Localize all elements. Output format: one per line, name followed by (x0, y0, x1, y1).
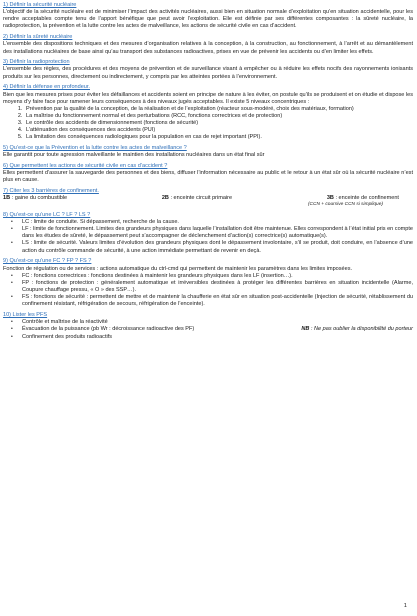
list-item: 2. La maîtrise du fonctionnement normal et des perturbations (RCC, fonctions correctrices et de protection) (24, 113, 413, 120)
list-item-text: LC : limite de conduite. Si dépassement, recherche de la cause. (22, 219, 179, 226)
list-item-text: Contrôle et maîtrise de la réactivité (22, 319, 108, 326)
pfs-row-with-note (22, 326, 413, 333)
nb-label: NB (301, 326, 310, 333)
list-fonctions (3, 273, 413, 309)
list-item-text: LS : limite de sécurité. Valeurs limites d’évolution des grandeurs physiques dont le dépassement involontaire, s’il se produit, doit conduire, en l’absence d’une action du contrôle commande de sécurité, à une action immédiate permettant de revenir en deçà. (22, 240, 413, 254)
barriere-1-text: : gaine du combustible (10, 195, 68, 202)
list-niveaux-defense (3, 106, 413, 142)
paragraph-defense-profondeur: Bien que les mesures prises pour éviter les défaillances et accidents soient en principe de nature à les éviter, on postule qu’ils se produisent et on étudie et dispose les moyens d’y faire face pour ramener leurs conséquences à des niveaux jugés acceptables. Il existe 5 niveaux concentriques : (3, 91, 413, 105)
barriere-3-note: (CCN + coursive CCN si simplique) (307, 202, 383, 208)
list-item: 5. La limitation des conséquences radiologiques pour la population en cas de rejet important (PPI). (24, 134, 413, 141)
heading-securite-civile: 6) Que permettent les actions de sécurité civile en cas d’accident ? (3, 163, 168, 170)
list-item (11, 226, 413, 240)
list-item (11, 326, 413, 333)
list-item-text: Confinement des produits radioactifs (22, 333, 113, 340)
paragraph-radioprotection: L’ensemble des règles, des procédures et des moyens de prévention et de surveillance visant à empêcher ou à réduire les effets nocifs des rayonnements ionisants produits sur les personnes, directement ou indirectement, y compris par les atteintes portées à l’environnement. (3, 66, 413, 80)
heading-defense-profondeur: 4) Définir la défense en profondeur. (3, 84, 90, 91)
heading-securite-nucleaire: 1) Définir la sécurité nucléaire (3, 2, 77, 8)
list-item (11, 240, 413, 254)
heading-limites: 8) Qu’est-ce qu’une LC ? LF ? LS ? (3, 211, 91, 218)
bullet-icon: • (11, 279, 13, 286)
page-number: 1 (403, 603, 407, 609)
list-pfs (3, 319, 413, 340)
nb-note (301, 326, 413, 333)
barriere-2-label: 2B (161, 195, 169, 202)
heading-radioprotection: 3) Définir la radioprotection (3, 59, 70, 66)
list-item-text: FP : fonctions de protection : généralement automatique et irréversibles destinées à protéger les différentes barrières en situation incidentelle (Alarme, Coupure chauffage pressu, « O » des SSP…). (22, 279, 413, 294)
heading-surete-nucleaire: 2) Définir la sûreté nucléaire (3, 34, 73, 41)
list-item: 4. L’atténuation des conséquences des accidents (PUI) (24, 127, 413, 134)
list-item: 1. Prévention par la qualité de la conception, de la réalisation et de l’exploitation (réacteur sous-modéré, choix des matériaux, formation) (24, 106, 413, 113)
nb-text: : Ne pas oublier la disponibilité du porteur (309, 326, 413, 333)
list-limites (3, 219, 413, 255)
list-item (11, 272, 413, 280)
bullet-icon: • (11, 240, 13, 247)
paragraph-securite-civile: Elles permettent d’assurer la sauvegarde des personnes et des biens, diffuser l’information nécessaire au public et le retour à un état sûr où la sécurité nucléaire n’est plus en cause. (3, 170, 413, 184)
heading-fonctions: 9) Qu’est-ce qu’une FC ? FP ? FS ? (3, 258, 92, 265)
bullet-icon: • (11, 294, 13, 301)
bullet-icon: • (11, 226, 13, 233)
list-item-text: FS : fonctions de sécurité : permettent de mettre et de maintenir la chaufferie en état sûr en situation post-accidentelle (Injection de sécurité, rétablissement du confinement résistant, réfrigération de secours, réfrigération de l’enceinte). (22, 294, 413, 308)
paragraph-surete-nucleaire: L’ensemble des dispositions techniques et des mesures d’organisation relatives à la conception, à la construction, au fonctionnement, à l’arrêt et au démantèlement des installations nucléaires de base ainsi qu’au transport des substances radioactives, prises en vue de prévenir les accidents ou d’en limiter les effets. (3, 41, 413, 55)
barriere-1 (3, 195, 67, 202)
bullet-icon: • (11, 333, 13, 340)
list-item (11, 219, 413, 226)
list-item (11, 294, 413, 308)
bullet-icon: • (11, 219, 13, 226)
barriere-1-label: 1B (3, 195, 11, 202)
barriere-2-text: : enceinte circuit primaire (168, 195, 233, 202)
barriere-3-text: : enceinte de confinement (333, 195, 399, 202)
list-item (11, 333, 413, 341)
list-item-text: FC : fonctions correctrices : fonctions destinées à maintenir les grandeurs physiques dans les LF (insertion…). (22, 272, 293, 279)
list-item-text: LF : limite de fonctionnement. Limites des grandeurs physiques dans laquelle l’installation doit être maintenue. Elles correspondent à l’état initial pris en compte dans les études de sûreté, le dépassement peut s’accompagner de déclenchement d’action(s) correctrice(s) automatique(s). (22, 226, 413, 240)
paragraph-securite-nucleaire: L’objectif de la sécurité nucléaire est de minimiser l’impact des activités nucléaires, aussi bien en situation normale d’exploitation qu’en situation accidentelle, pour les rendre acceptables compte tenu de l’apport bénéfique que peut avoir l’exploitation. Elle est définie par ses différentes composantes : la sûreté nucléaire, la radioprotection, la prévention et la lutte contre les actes de malveillance, les actions de sécurité civile en cas d’accident. (3, 9, 413, 30)
list-item: 3. Le contrôle des accidents de dimensionnement (fonctions de sécurité) (24, 120, 413, 127)
heading-malveillance: 5) Qu’est-ce que la Prévention et la lutte contre les actes de malveillance ? (3, 145, 187, 152)
list-item (11, 279, 413, 294)
list-item-text: Évacuation de la puissance (pb Wr : décroissance radioactive des PF) (22, 326, 195, 333)
document-body (3, 2, 413, 341)
paragraph-fonctions: Fonction de régulation ou de services : actions automatique du ctrl-cmd qui permettent de maintenir les paramètres dans les limites imposées. (3, 265, 353, 272)
bullet-icon: • (11, 272, 13, 279)
barriere-2 (162, 195, 232, 202)
bullet-icon: • (11, 319, 13, 326)
heading-pfs: 10) Lister les PFS (3, 312, 48, 319)
heading-barrieres: 7) Citer les 3 barrières de confinement. (3, 188, 99, 195)
barriere-3-label: 3B (326, 195, 334, 202)
bullet-icon: • (11, 326, 13, 333)
paragraph-malveillance: Elle garantit pour toute agression malveillante le maintien des installations nucléaires dans un état final sûr (3, 152, 265, 159)
